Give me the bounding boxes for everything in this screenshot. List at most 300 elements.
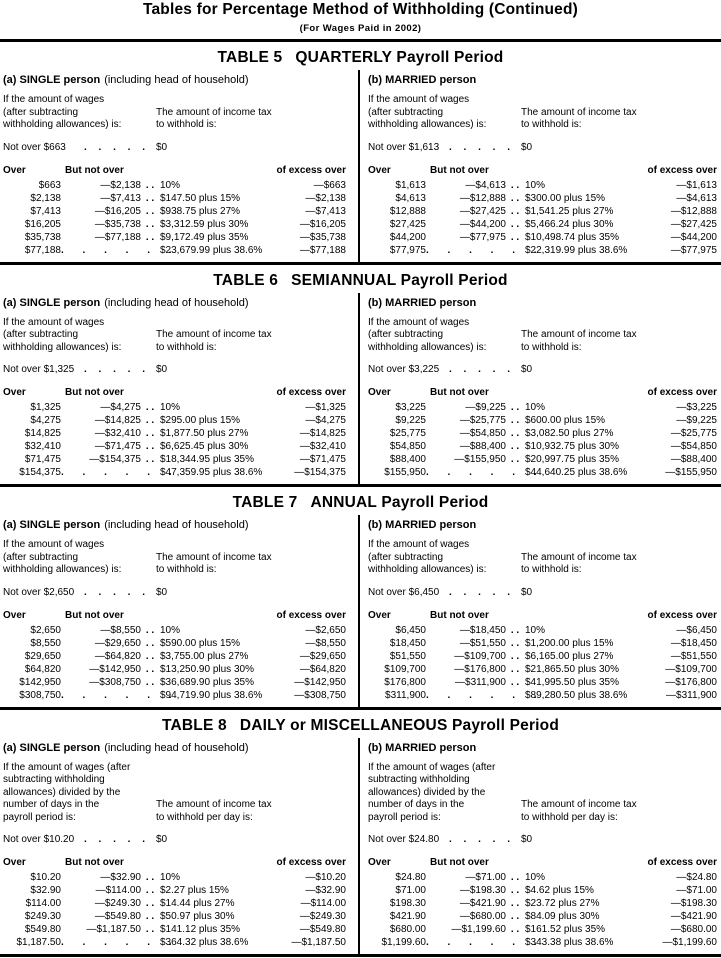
excess-over-value: —$663 <box>313 179 346 191</box>
person-type-label: (a) SINGLE person <box>3 74 101 86</box>
over-value: $16,205 <box>24 218 61 230</box>
tax-formula: $343.38 plus 38.6% <box>525 937 614 948</box>
description-line: (after subtracting <box>368 329 444 340</box>
leader-dots: . . <box>510 441 520 452</box>
not-over-amount: $0 <box>521 586 533 598</box>
tax-formula: 10% <box>160 179 181 191</box>
not-over-left <box>3 833 156 846</box>
not-over-amount: $0 <box>521 834 533 845</box>
bracket-row <box>368 401 717 414</box>
excess-over-value: —$64,820 <box>299 663 346 675</box>
leader-dots: . . . . . <box>83 586 146 598</box>
tax-formula: $41,995.50 plus 35% <box>525 676 619 688</box>
excess-over-column-header: of excess over <box>276 164 346 176</box>
excess-over-column-header: of excess over <box>647 857 717 868</box>
over-value: $10.20 <box>30 872 61 883</box>
but-not-over-column-header: But not over <box>430 609 489 621</box>
not-over-line <box>368 833 717 846</box>
over-value: $155,950 <box>384 467 426 478</box>
bracket-row <box>368 205 717 218</box>
tax-formula: $295.00 plus 15% <box>160 415 241 426</box>
wage-tax-description <box>3 762 346 825</box>
excess-over-value: —$35,738 <box>299 231 346 243</box>
not-over-amount: $0 <box>521 141 533 153</box>
over-column-header: Over <box>368 387 391 398</box>
tax-formula: 10% <box>525 402 546 413</box>
description-line: to withhold is: <box>156 341 217 353</box>
not-over-line <box>368 363 717 376</box>
over-value: $54,850 <box>389 441 426 452</box>
leader-dots: . . <box>145 624 155 636</box>
leader-dots: . . . . . . <box>61 467 173 478</box>
not-over-label: Not over $3,225 <box>368 364 440 375</box>
over-value: $1,325 <box>30 402 61 413</box>
not-over-line <box>368 586 717 599</box>
description-line: withholding allowances) is: <box>368 341 487 353</box>
tax-formula: $3,312.59 plus 30% <box>160 218 249 230</box>
not-over-line <box>3 363 346 376</box>
tax-formula: $1,541.25 plus 27% <box>525 205 614 217</box>
over-value: $8,550 <box>30 637 61 649</box>
tax-formula: 10% <box>160 872 181 883</box>
but-not-over-value: —$51,550 <box>459 637 506 649</box>
over-value: $114.00 <box>25 898 61 909</box>
leader-dots: . . <box>145 192 155 204</box>
over-value: $14,825 <box>24 428 61 439</box>
leader-dots: . . <box>145 441 155 452</box>
tax-formula: $600.00 plus 15% <box>525 415 606 426</box>
tax-amount-description <box>156 799 272 824</box>
excess-over-value: —$14,825 <box>299 428 346 439</box>
but-not-over-value: —$71,475 <box>94 441 141 452</box>
tax-formula: $14.44 plus 27% <box>160 898 235 909</box>
leader-dots: . . <box>510 454 520 465</box>
leader-dots: . . . . . . <box>426 467 538 478</box>
excess-over-value: —$154,375 <box>294 467 346 478</box>
excess-over-value: —$6,450 <box>676 624 717 636</box>
wage-amount-description <box>3 317 156 355</box>
tax-formula: $94,719.90 plus 38.6% <box>160 689 263 701</box>
not-over-label: Not over $663 <box>3 141 66 153</box>
tax-formula: $13,250.90 plus 30% <box>160 663 254 675</box>
over-value: $680.00 <box>389 924 426 935</box>
but-not-over-value: —$29,650 <box>94 637 141 649</box>
table-title <box>0 710 721 738</box>
bracket-row <box>368 218 717 231</box>
leader-dots: . . . . . <box>83 834 146 845</box>
over-value: $109,700 <box>384 663 426 675</box>
tax-formula: $9,172.49 plus 35% <box>160 231 249 243</box>
over-value: $25,775 <box>389 428 426 439</box>
leader-dots: . . <box>145 924 155 935</box>
over-value: $1,613 <box>395 179 426 191</box>
bracket-row <box>3 624 346 637</box>
over-value: $663 <box>38 179 61 191</box>
leader-dots: . . <box>510 663 520 675</box>
bracket-header-row <box>368 385 717 400</box>
over-value: $198.30 <box>389 898 426 909</box>
bracket-row <box>368 663 717 676</box>
person-type-label: (b) MARRIED person <box>368 519 477 531</box>
over-value: $77,975 <box>389 244 426 256</box>
excess-over-value: —$4,275 <box>305 415 346 426</box>
but-not-over-value: —$71.00 <box>465 872 506 883</box>
wage-amount-description <box>368 762 521 825</box>
bracket-header-row <box>3 855 346 870</box>
tax-formula: $10,932.75 plus 30% <box>525 441 619 452</box>
tax-formula: $161.52 plus 35% <box>525 924 606 935</box>
but-not-over-value: —$155,950 <box>454 454 506 465</box>
excess-over-column-header: of excess over <box>276 857 346 868</box>
description-line: If the amount of wages <box>368 539 470 550</box>
tax-formula: $300.00 plus 15% <box>525 192 606 204</box>
description-line: The amount of income tax <box>156 106 272 118</box>
over-value: $2,138 <box>30 192 61 204</box>
wage-amount-description <box>3 539 156 577</box>
table-period-label: QUARTERLY Payroll Period <box>295 49 504 66</box>
payroll-table-section <box>0 42 721 265</box>
table-title <box>0 265 721 293</box>
excess-over-value: —$176,800 <box>665 676 717 688</box>
table-title <box>0 42 721 70</box>
over-value: $142,950 <box>19 676 61 688</box>
but-not-over-value: —$549.80 <box>94 911 141 922</box>
over-column-header: Over <box>368 164 391 176</box>
leader-dots: . . <box>145 637 155 649</box>
over-column-header: Over <box>3 857 26 868</box>
description-line: The amount of income tax <box>521 551 637 563</box>
excess-over-value: —$1,325 <box>305 402 346 413</box>
over-value: $9,225 <box>395 415 426 426</box>
person-type-label: (a) SINGLE person <box>3 296 101 309</box>
but-not-over-value: —$18,450 <box>459 624 506 636</box>
bracket-row <box>368 897 717 910</box>
person-type-label: (a) SINGLE person <box>3 519 101 531</box>
excess-over-value: —$54,850 <box>670 441 717 452</box>
bracket-row <box>3 192 346 205</box>
excess-over-value: —$4,613 <box>676 192 717 204</box>
bracket-row <box>368 936 717 949</box>
over-value: $1,199.60 <box>381 937 426 948</box>
not-over-left <box>3 141 156 154</box>
description-line: If the amount of wages <box>368 316 470 328</box>
person-type-heading <box>368 296 717 310</box>
tax-formula: $84.09 plus 30% <box>525 911 600 922</box>
but-not-over-value: —$311,900 <box>455 676 506 688</box>
but-not-over-column-header: But not over <box>65 164 124 176</box>
but-not-over-value: —$12,888 <box>459 192 506 204</box>
tax-formula: 10% <box>525 624 546 636</box>
tax-formula: $1,877.50 plus 27% <box>160 428 249 439</box>
payroll-table-section <box>0 710 721 958</box>
tax-amount-description <box>521 329 637 354</box>
but-not-over-column-header: But not over <box>430 857 489 868</box>
tax-formula: $3,755.00 plus 27% <box>160 650 249 662</box>
leader-dots: . . <box>145 872 155 883</box>
not-over-amount: $0 <box>156 586 168 598</box>
excess-over-value: —$25,775 <box>670 428 717 439</box>
excess-over-value: —$155,950 <box>665 467 717 478</box>
description-line: to withhold per day is: <box>521 811 618 823</box>
table-columns <box>0 293 721 485</box>
tax-formula: $938.75 plus 27% <box>160 205 241 217</box>
not-over-left <box>368 141 521 154</box>
excess-over-value: —$8,550 <box>305 637 346 649</box>
person-type-label: (a) SINGLE person <box>3 741 101 754</box>
leader-dots: . . . . . <box>83 141 146 153</box>
excess-over-value: —$421.90 <box>670 911 717 922</box>
bracket-row <box>368 910 717 923</box>
wage-tax-description <box>368 317 717 355</box>
excess-over-value: —$18,450 <box>670 637 717 649</box>
bracket-row <box>3 401 346 414</box>
description-line: withholding allowances) is: <box>3 564 122 575</box>
leader-dots: . . <box>510 192 520 204</box>
tax-formula: $6,165.00 plus 27% <box>525 650 614 662</box>
leader-dots: . . <box>510 676 520 688</box>
column-married <box>360 293 719 485</box>
bracket-row <box>3 676 346 689</box>
column-single <box>0 738 358 955</box>
column-married <box>360 738 719 955</box>
excess-over-value: —$51,550 <box>670 650 717 662</box>
tax-amount-description <box>156 107 272 132</box>
leader-dots: . . <box>510 205 520 217</box>
leader-dots: . . . . . <box>448 141 511 153</box>
bracket-row <box>368 871 717 884</box>
tax-formula: 10% <box>160 624 181 636</box>
but-not-over-value: —$9,225 <box>465 402 506 413</box>
leader-dots: . . <box>145 205 155 217</box>
bracket-row <box>368 414 717 427</box>
leader-dots: . . <box>145 911 155 922</box>
leader-dots: . . <box>145 231 155 243</box>
description-line: subtracting withholding <box>3 774 105 785</box>
but-not-over-value: —$142,950 <box>89 663 141 675</box>
tax-formula: $44,640.25 plus 38.6% <box>525 467 628 478</box>
excess-over-value: —$308,750 <box>294 689 346 701</box>
table-period-label: SEMIANNUAL Payroll Period <box>291 271 508 289</box>
bracket-row <box>3 650 346 663</box>
description-line: If the amount of wages <box>3 539 105 550</box>
over-value: $35,738 <box>24 231 61 243</box>
bracket-row <box>368 923 717 936</box>
over-value: $71,475 <box>24 454 61 465</box>
but-not-over-value: —$4,275 <box>100 402 141 413</box>
table-number: TABLE 6 <box>213 271 279 289</box>
description-line: If the amount of wages <box>3 316 105 328</box>
leader-dots: . . <box>510 624 520 636</box>
leader-dots: . . <box>510 415 520 426</box>
tax-formula: $23.72 plus 27% <box>525 898 600 909</box>
bracket-row <box>368 637 717 650</box>
but-not-over-value: —$77,188 <box>94 231 141 243</box>
over-column-header: Over <box>368 857 391 868</box>
tables-container <box>0 42 721 957</box>
excess-over-value: —$549.80 <box>299 924 346 935</box>
tax-formula: $5,466.24 plus 30% <box>525 218 614 230</box>
but-not-over-value: —$109,700 <box>454 650 506 662</box>
wage-amount-description <box>3 762 156 825</box>
over-value: $249.30 <box>24 911 61 922</box>
leader-dots: . . . . . . <box>426 244 538 256</box>
column-married <box>360 515 719 707</box>
not-over-amount: $0 <box>156 834 168 845</box>
description-line: (after subtracting <box>368 551 444 563</box>
leader-dots: . . . . . <box>448 834 511 845</box>
tax-formula: $147.50 plus 15% <box>160 192 241 204</box>
but-not-over-value: —$27,425 <box>459 205 506 217</box>
but-not-over-value: —$176,800 <box>454 663 506 675</box>
excess-over-value: —$109,700 <box>665 663 717 675</box>
table-number: TABLE 5 <box>217 49 283 66</box>
bracket-row <box>3 218 346 231</box>
description-line: to withhold is: <box>156 564 217 575</box>
tax-formula: $47,359.95 plus 38.6% <box>160 467 263 478</box>
bracket-row <box>368 453 717 466</box>
over-value: $7,413 <box>30 205 61 217</box>
person-type-subtext: (including head of household) <box>104 519 249 531</box>
description-line: payroll period is: <box>368 811 441 823</box>
excess-over-column-header: of excess over <box>276 609 346 621</box>
over-value: $64,820 <box>24 663 61 675</box>
over-value: $29,650 <box>24 650 61 662</box>
bracket-row <box>3 453 346 466</box>
not-over-amount: $0 <box>156 141 168 153</box>
page-title: Tables for Percentage Method of Withholding (Continued) <box>142 1 579 18</box>
but-not-over-value: —$32.90 <box>100 872 141 883</box>
tax-formula: 10% <box>160 402 181 413</box>
bracket-header-row <box>368 855 717 870</box>
bracket-row <box>3 689 346 702</box>
excess-over-value: —$2,138 <box>305 192 346 204</box>
leader-dots: . . <box>145 898 155 909</box>
description-line: If the amount of wages (after <box>368 761 496 773</box>
not-over-amount: $0 <box>156 364 168 375</box>
excess-over-value: —$1,613 <box>676 179 717 191</box>
but-not-over-value: —$421.90 <box>459 898 506 909</box>
description-line: (after subtracting <box>3 551 79 563</box>
excess-over-value: —$7,413 <box>305 205 346 217</box>
table-number: TABLE 7 <box>232 494 298 511</box>
not-over-left <box>368 833 521 846</box>
leader-dots: . . <box>145 179 155 191</box>
bracket-row <box>3 414 346 427</box>
tax-formula: $50.97 plus 30% <box>160 911 235 922</box>
tax-formula: $590.00 plus 15% <box>160 637 241 649</box>
person-type-subtext: (including head of household) <box>104 741 249 754</box>
not-over-line <box>3 833 346 846</box>
description-line: The amount of income tax <box>521 106 637 118</box>
not-over-line <box>3 586 346 599</box>
but-not-over-value: —$198.30 <box>459 885 506 896</box>
but-not-over-value: —$8,550 <box>100 624 141 636</box>
excess-over-value: —$71.00 <box>676 885 717 896</box>
over-value: $88,400 <box>389 454 426 465</box>
over-value: $4,613 <box>395 192 426 204</box>
excess-over-value: —$32,410 <box>299 441 346 452</box>
not-over-label: Not over $1,613 <box>368 141 440 153</box>
bracket-row <box>3 205 346 218</box>
wage-tax-description <box>3 317 346 355</box>
person-type-heading <box>3 73 346 87</box>
bracket-row <box>3 466 346 479</box>
leader-dots: . . . . . <box>448 364 511 375</box>
leader-dots: . . <box>510 872 520 883</box>
bracket-row <box>3 244 346 257</box>
leader-dots: . . . . . . <box>426 689 538 701</box>
person-type-heading <box>368 518 717 532</box>
over-column-header: Over <box>3 164 26 176</box>
person-type-heading <box>368 73 717 87</box>
person-type-label: (b) MARRIED person <box>368 74 477 86</box>
but-not-over-column-header: But not over <box>430 387 489 398</box>
excess-over-value: —$9,225 <box>676 415 717 426</box>
bracket-row <box>368 244 717 257</box>
tax-formula: 10% <box>525 872 546 883</box>
person-type-heading <box>3 518 346 532</box>
bracket-header-row <box>368 608 717 623</box>
leader-dots: . . . . . . <box>61 689 173 701</box>
not-over-label: Not over $10.20 <box>3 834 75 845</box>
leader-dots: . . <box>510 179 520 191</box>
but-not-over-value: —$35,738 <box>94 218 141 230</box>
bracket-row <box>368 179 717 192</box>
tax-formula: $20,997.75 plus 35% <box>525 454 619 465</box>
leader-dots: . . <box>510 911 520 922</box>
table-title <box>0 487 721 515</box>
over-value: $4,275 <box>30 415 61 426</box>
tax-formula: $141.12 plus 35% <box>160 924 241 935</box>
bracket-header-row <box>3 163 346 178</box>
wage-tax-description <box>3 539 346 577</box>
tax-formula: $2.27 plus 15% <box>160 885 229 896</box>
excess-over-column-header: of excess over <box>276 387 346 398</box>
description-line: payroll period is: <box>3 811 76 823</box>
description-line: The amount of income tax <box>156 551 272 563</box>
over-value: $51,550 <box>389 650 426 662</box>
description-line: The amount of income tax <box>521 329 637 340</box>
wage-tax-description <box>368 94 717 132</box>
leader-dots: . . <box>510 231 520 243</box>
bracket-row <box>3 663 346 676</box>
but-not-over-column-header: But not over <box>65 857 124 868</box>
excess-over-value: —$88,400 <box>670 454 717 465</box>
table-number: TABLE 8 <box>161 716 227 734</box>
table-columns <box>0 738 721 955</box>
description-line: If the amount of wages <box>368 94 470 105</box>
description-line: withholding allowances) is: <box>3 341 122 353</box>
description-line: subtracting withholding <box>368 774 470 785</box>
over-value: $308,750 <box>19 689 61 701</box>
description-line: (after subtracting <box>3 106 79 118</box>
bracket-row <box>368 427 717 440</box>
but-not-over-value: —$4,613 <box>465 179 506 191</box>
over-value: $3,225 <box>395 402 426 413</box>
description-line: number of days in the <box>368 799 465 810</box>
person-type-subtext: (including head of household) <box>104 74 249 86</box>
excess-over-value: —$71,475 <box>299 454 346 465</box>
excess-over-value: —$44,200 <box>670 231 717 243</box>
excess-over-column-header: of excess over <box>647 609 717 621</box>
description-line: to withhold is: <box>521 341 582 353</box>
but-not-over-value: —$249.30 <box>94 898 141 909</box>
leader-dots: . . <box>510 402 520 413</box>
not-over-left <box>368 363 521 376</box>
excess-over-value: —$3,225 <box>676 402 717 413</box>
bracket-header-row <box>3 385 346 400</box>
table-columns <box>0 70 721 262</box>
